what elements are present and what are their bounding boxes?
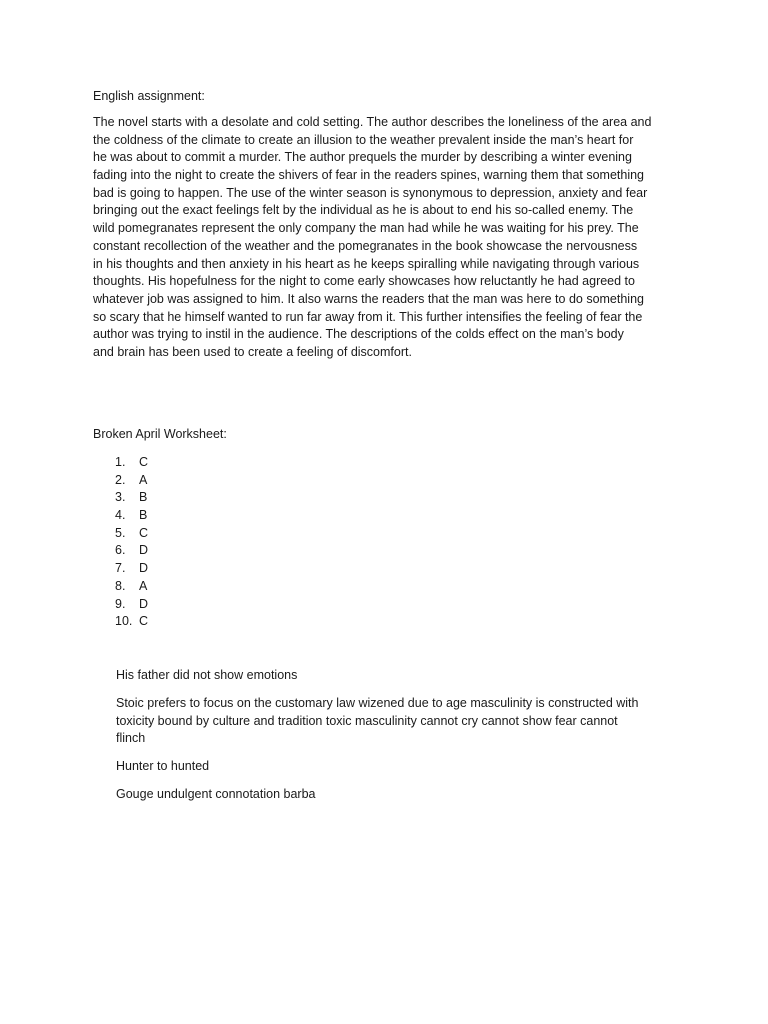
- essay-line: bad is going to happen. The use of the winter season is synonymous to depression, anxiety and fear: [93, 185, 648, 200]
- answer-value: B: [139, 508, 148, 523]
- note-line: toxicity bound by culture and tradition toxic masculinity cannot cry cannot show fear cannot: [116, 713, 618, 728]
- essay-line: so scary that he himself wanted to run far away from it. This further intensifies the feeling of fear the: [93, 309, 643, 324]
- answer-number: 9.: [115, 596, 126, 611]
- essay-line: bringing out the exact feelings felt by the individual as he is about to end his so-called enemy. The: [93, 203, 634, 218]
- answer-value: D: [139, 596, 149, 611]
- answer-number: 5.: [115, 525, 126, 540]
- answer-value: A: [139, 578, 148, 593]
- essay-line: author was trying to instil in the audience. The descriptions of the colds effect on the man’s body: [93, 327, 624, 342]
- note-line: flinch: [116, 731, 146, 746]
- essay-line: fading into the night to create the shivers of fear in the readers spines, warning them that something: [93, 168, 645, 183]
- answer-value: D: [139, 561, 149, 576]
- essay-line: in his thoughts and then anxiety in his heart as he keeps spiralling while navigating through various: [93, 256, 640, 271]
- essay-line: the coldness of the climate to create an illusion to the weather prevalent inside the man’s heart for: [93, 132, 634, 147]
- note-gouge: Gouge undulgent connotation barba: [116, 787, 316, 801]
- note-line: Stoic prefers to focus on the customary law wizened due to age masculinity is constructed with: [116, 696, 639, 710]
- answer-number: 3.: [115, 490, 126, 505]
- answer-value: C: [139, 614, 149, 629]
- answer-number: 7.: [115, 561, 126, 576]
- english-assignment-heading: English assignment:: [93, 89, 205, 103]
- essay-line: constant recollection of the weather and the pomegranates in the book showcase the nervousness: [93, 238, 638, 253]
- answer-number: 1.: [115, 455, 126, 469]
- note-father-emotions: His father did not show emotions: [116, 668, 298, 682]
- essay-line: thoughts. His hopefulness for the night to come early showcases how reluctantly he had agreed to: [93, 274, 635, 289]
- essay-line: wild pomegranates represent the only company the man had while he was waiting for his prey. The: [93, 221, 639, 236]
- answer-number: 2.: [115, 472, 126, 487]
- worksheet-heading: Broken April Worksheet:: [93, 427, 227, 441]
- note-stoic: [116, 695, 686, 748]
- essay-line: whatever job was assigned to him. It also warns the readers that the man was here to do something: [93, 291, 644, 306]
- answer-number: 10.: [115, 614, 133, 629]
- answer-value: C: [139, 455, 149, 469]
- answer-value: A: [139, 472, 148, 487]
- answer-number: 8.: [115, 578, 126, 593]
- answer-value: C: [139, 525, 149, 540]
- essay-line: and brain has been used to create a feeling of discomfort.: [93, 344, 412, 359]
- answer-value: D: [139, 543, 149, 558]
- answer-value: B: [139, 490, 148, 505]
- essay-line: The novel starts with a desolate and cold setting. The author describes the loneliness of the area and: [93, 115, 652, 129]
- essay-paragraph: [93, 114, 693, 362]
- answer-number: 6.: [115, 543, 126, 558]
- answer-number: 4.: [115, 508, 126, 523]
- note-hunter: Hunter to hunted: [116, 759, 210, 773]
- essay-line: he was about to commit a murder. The author prequels the murder by describing a winter evening: [93, 150, 632, 165]
